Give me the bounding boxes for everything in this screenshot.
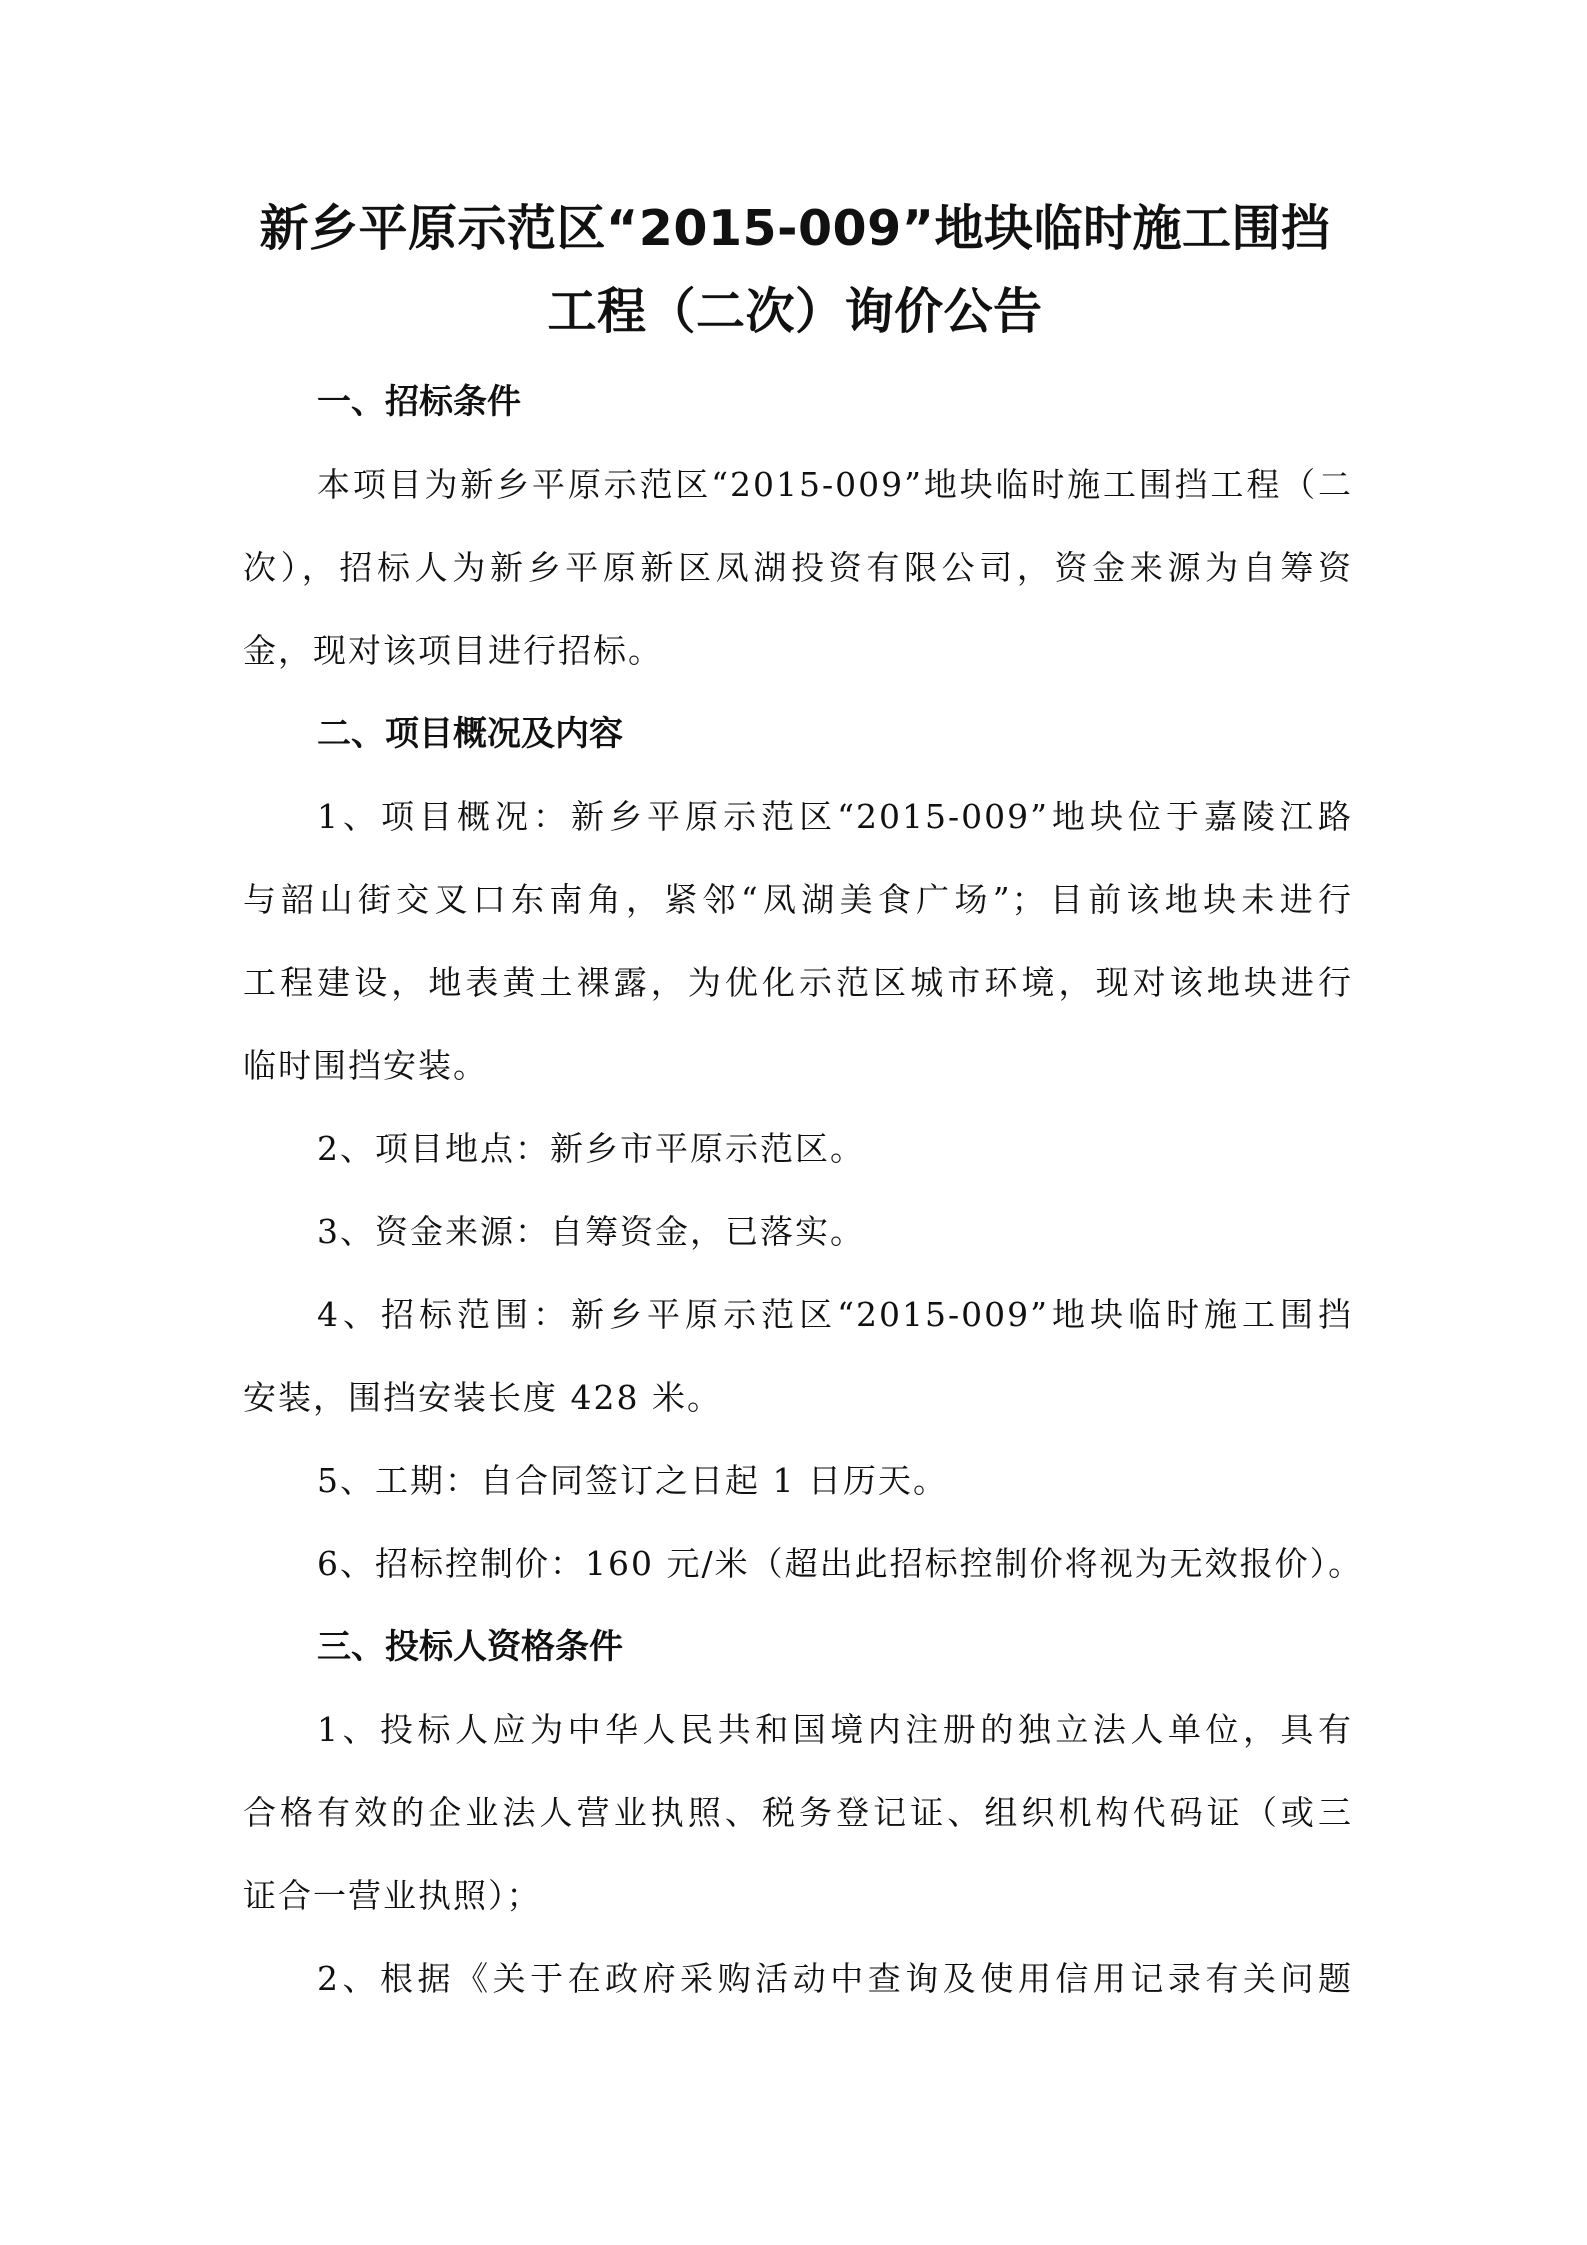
document-title-line-2: 工程（二次）询价公告 (547, 283, 1043, 340)
paragraph-line: 本项目为新乡平原示范区“2015-009”地块临时施工围挡工程（二 (317, 465, 1353, 504)
paragraph-line: 5、工期：自合同签订之日起 1 日历天。 (317, 1461, 948, 1500)
paragraph-line: 1、项目概况：新乡平原示范区“2015-009”地块位于嘉陵江路 (317, 797, 1353, 836)
paragraph-line: 合格有效的企业法人营业执照、税务登记证、组织机构代码证（或三 (243, 1793, 1353, 1832)
paragraph-line: 工程建设，地表黄土裸露，为优化示范区城市环境，现对该地块进行 (243, 963, 1353, 1002)
paragraph-line: 次），招标人为新乡平原新区凤湖投资有限公司，资金来源为自筹资 (243, 548, 1353, 587)
paragraph-line: 临时围挡安装。 (243, 1046, 488, 1085)
paragraph-line: 2、项目地点：新乡市平原示范区。 (317, 1129, 865, 1168)
paragraph-line: 证合一营业执照）； (243, 1876, 542, 1915)
paragraph-line: 4、招标范围：新乡平原示范区“2015-009”地块临时施工围挡 (317, 1295, 1353, 1334)
document-title-line-1: 新乡平原示范区“2015-009”地块临时施工围挡 (259, 200, 1331, 257)
section-heading-3: 三、投标人资格条件 (317, 1627, 623, 1667)
paragraph-line: 6、招标控制价：160 元/米（超出此招标控制价将视为无效报价）。 (317, 1544, 1364, 1583)
paragraph-line: 安装，围挡安装长度 428 米。 (243, 1378, 722, 1417)
paragraph-line: 与韶山街交叉口东南角，紧邻“凤湖美食广场”；目前该地块未进行 (243, 880, 1353, 919)
paragraph-line: 3、资金来源：自筹资金，已落实。 (317, 1212, 865, 1251)
paragraph-line: 金，现对该项目进行招标。 (243, 631, 663, 670)
section-heading-1: 一、招标条件 (317, 382, 521, 422)
paragraph-line: 1、投标人应为中华人民共和国境内注册的独立法人单位，具有 (317, 1710, 1353, 1749)
section-heading-2: 二、项目概况及内容 (317, 714, 623, 754)
paragraph-line: 2、根据《关于在政府采购活动中查询及使用信用记录有关问题 (317, 1959, 1353, 1998)
